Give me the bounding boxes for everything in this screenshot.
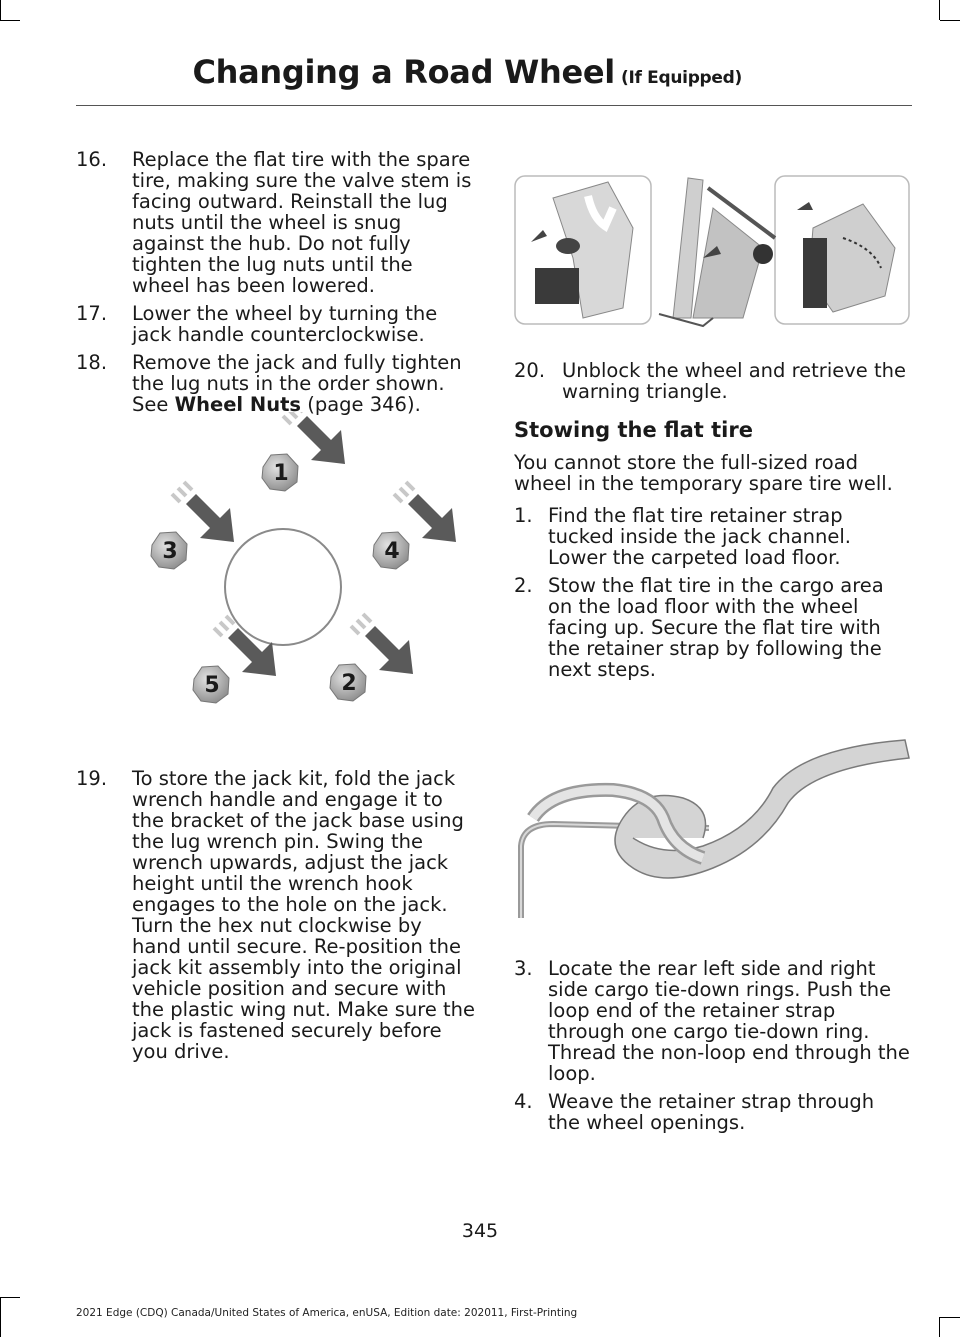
step-text: Stow the flat tire in the cargo area on the load floor with the wheel facing up. Secure the flat tire with the retainer strap by following the next steps. [548, 574, 884, 681]
crop-mark [940, 20, 960, 21]
jack-stowing-figure [513, 168, 911, 330]
lug-nut-label: 1 [273, 461, 289, 486]
intro-paragraph: You cannot store the full-sized road wheel in the temporary spare tire well. [514, 451, 893, 495]
crop-mark [0, 20, 20, 21]
step-number: 18. [76, 351, 108, 374]
step-18 [76, 352, 476, 415]
step-text: To store the jack kit, fold the jack wrench handle and engage it to the bracket of the jack base using the lug wrench pin. Swing the wrench upwards, adjust the jack height until the wrench hook engages to the hole on the jack. Turn the hex nut clockwise by hand until secure. Re-position the jack kit assembly into the original vehicle position and secure with the plastic wing nut. Make sure the jack is fastened securely before you drive. [132, 767, 476, 1063]
lug-nut-4 [373, 482, 456, 569]
lug-nut-label: 3 [162, 539, 178, 564]
step-19 [76, 768, 476, 1062]
right-column [514, 360, 912, 687]
left-column [76, 149, 476, 422]
section-heading: Stowing the flat tire [514, 418, 753, 442]
step-17 [76, 303, 476, 345]
lug-nut-label: 5 [204, 673, 220, 698]
header-rule [76, 105, 912, 106]
retainer-strap-figure [513, 728, 911, 924]
step-text: Replace the flat tire with the spare tire, making sure the valve stem is facing outward. Reinstall the lug nuts until the wheel is snug against the hub. Do not fully tighten the lug nuts until the wheel has been lowered. [132, 148, 472, 297]
step-number: 4. [514, 1090, 533, 1113]
page-number: 345 [461, 1220, 499, 1242]
lug-nut-label: 2 [341, 671, 357, 696]
step-number: 19. [76, 767, 108, 790]
lug-nut-1 [262, 412, 345, 491]
step-number: 1. [514, 504, 533, 527]
lug-nut-sequence-figure [140, 412, 470, 712]
step-number: 2. [514, 574, 533, 597]
lug-nut-3 [151, 482, 234, 569]
step-20 [514, 360, 912, 402]
stow-step-1 [514, 505, 912, 568]
step-number: 20. [514, 359, 546, 382]
page-title-text: Changing a Road Wheel [192, 53, 615, 91]
step-text: Lower the wheel by turning the jack handle counterclockwise. [132, 302, 438, 346]
step-text: Locate the rear left side and right side cargo tie-down rings. Push the loop end of the retainer strap through one cargo tie-down ring. Thread the non-loop end through the loop. [548, 957, 910, 1085]
stow-step-3 [514, 958, 912, 1084]
page-title [192, 53, 742, 91]
left-column-lower [76, 768, 476, 1069]
crop-mark [939, 0, 940, 20]
wheel-nuts-link[interactable]: Wheel Nuts [174, 393, 302, 416]
crop-mark [940, 1317, 960, 1318]
step-text-after: (page 346). [301, 393, 421, 416]
right-column-lower [514, 958, 912, 1140]
step-text: Find the flat tire retainer strap tucked inside the jack channel. Lower the carpeted load floor. [548, 504, 851, 569]
step-number: 3. [514, 957, 533, 980]
crop-mark [939, 1317, 940, 1337]
crop-mark [0, 1297, 20, 1298]
step-number: 17. [76, 302, 108, 325]
step-text: Weave the retainer strap through the wheel openings. [548, 1090, 875, 1134]
step-text: Unblock the wheel and retrieve the warning triangle. [562, 359, 906, 403]
stow-step-4 [514, 1091, 912, 1133]
step-text: Remove the jack and fully tighten the lug nuts in the order shown. See [132, 351, 462, 416]
stow-step-2 [514, 575, 912, 680]
lug-nut-5 [193, 616, 276, 703]
crop-mark [0, 0, 1, 20]
lug-nut-2 [330, 614, 413, 701]
wheel-hub-circle [225, 529, 341, 645]
step-16 [76, 149, 476, 296]
page-title-subtitle: (If Equipped) [620, 68, 742, 88]
footer-edition-info: 2021 Edge (CDQ) Canada/United States of America, enUSA, Edition date: 202011, First-Printing [76, 1307, 578, 1319]
lug-nut-label: 4 [384, 539, 400, 564]
crop-mark [0, 1297, 1, 1337]
step-number: 16. [76, 148, 108, 171]
